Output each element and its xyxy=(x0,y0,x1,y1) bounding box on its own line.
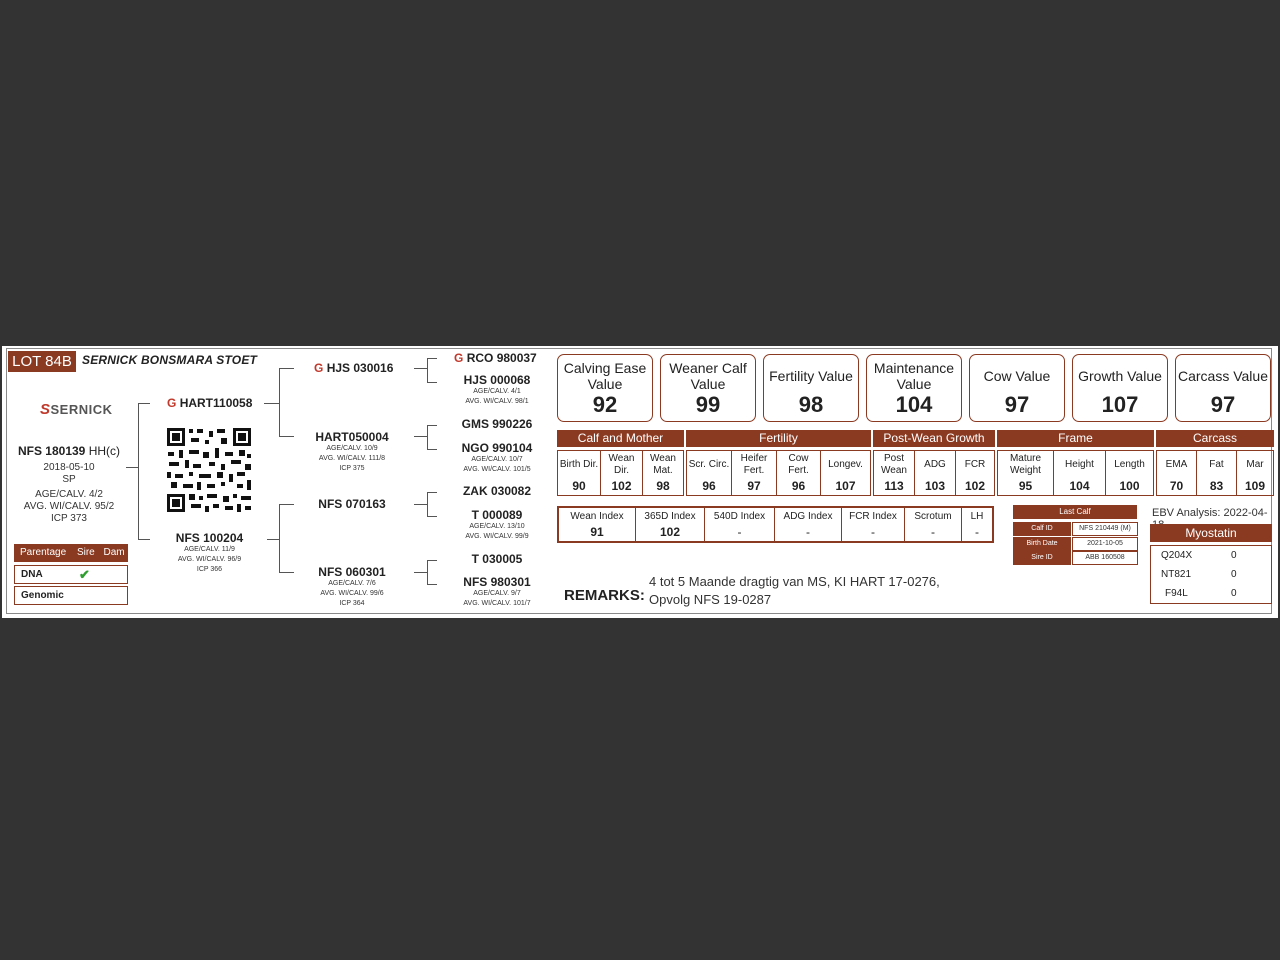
sire-id: G HART110058 xyxy=(167,396,253,410)
myostatin-row: Q204X 0 xyxy=(1161,550,1237,561)
animal-icp: ICP 373 xyxy=(51,513,87,524)
parentage-row-dna: DNA ✔ xyxy=(14,565,128,584)
section-fertility: Fertility xyxy=(686,430,871,447)
value-box-growth: Growth Value 107 xyxy=(1072,354,1168,422)
ggp-ddd: NFS 980301 AGE/CALV. 9/7 AVG. WI/CALV. 101/7 xyxy=(463,575,531,607)
ebv-calf-mother: Birth Dir. 90 Wean Dir. 102 Wean Mat. 98 xyxy=(557,450,684,496)
sire-dam-block: HART050004 AGE/CALV. 10/9 AVG. WI/CALV. 111/8 ICP 375 xyxy=(315,430,389,472)
myostatin-header: Myostatin xyxy=(1150,524,1272,542)
dam-dam-block: NFS 060301 AGE/CALV. 7/6 AVG. WI/CALV. 99/6 ICP 364 xyxy=(318,565,386,607)
value-box-carcass: Carcass Value 97 xyxy=(1175,354,1271,422)
animal-details xyxy=(10,462,128,525)
value-box-weaner-calf: Weaner Calf Value 99 xyxy=(660,354,756,422)
check-icon: ✔ xyxy=(79,567,90,582)
myostatin-row: F94L 0 xyxy=(1165,588,1237,599)
ggp-ssd: HJS 000068 AGE/CALV. 4/1 AVG. WI/CALV. 98/1 xyxy=(463,373,531,405)
remarks-label: REMARKS: xyxy=(564,587,645,604)
sernick-logo: SSERNICK xyxy=(40,401,113,418)
ggp-dsd: T 000089 AGE/CALV. 13/10 AVG. WI/CALV. 99/9 xyxy=(465,508,529,540)
dam-block: NFS 100204 AGE/CALV. 11/9 AVG. WI/CALV. 96/9 ICP 366 xyxy=(152,531,267,575)
last-calf-row: Birth Date 2021-10-05 xyxy=(1013,537,1137,551)
parentage-row-genomic: Genomic xyxy=(14,586,128,605)
value-box-cow: Cow Value 97 xyxy=(969,354,1065,422)
ebv-fertility: Scr. Circ. 96 Heifer Fert. 97 Cow Fert. 96 Longev. 107 xyxy=(686,450,871,496)
parentage-table xyxy=(14,544,128,605)
breeder-mark-icon: G xyxy=(167,396,177,410)
sire-sire-id: G HJS 030016 xyxy=(314,361,394,375)
breeder-mark-icon: G xyxy=(314,361,324,375)
parentage-header: Parentage Sire Dam xyxy=(14,544,128,562)
ggp-sss: G RCO 980037 xyxy=(454,351,537,365)
ggp-dss: ZAK 030082 xyxy=(462,484,532,498)
last-calf-row: Calf ID NFS 210449 (M) xyxy=(1013,522,1137,536)
value-box-calving-ease: Calving Ease Value 92 xyxy=(557,354,653,422)
animal-age-calv: AGE/CALV. 4/2 xyxy=(35,489,103,500)
sernick-logo-icon: S xyxy=(40,401,51,418)
myostatin-row: NT821 0 xyxy=(1161,569,1237,580)
last-calf-row: Sire ID ABB 160508 xyxy=(1013,551,1137,565)
section-post-wean: Post-Wean Growth xyxy=(873,430,995,447)
animal-avg-wi: AVG. WI/CALV. 95/2 xyxy=(23,501,115,512)
lot-badge: LOT 84B xyxy=(8,351,76,372)
myostatin-table xyxy=(1150,524,1272,604)
dam-id: NFS 100204 xyxy=(175,531,244,545)
ebv-frame: Mature Weight 95 Height 104 Length 100 xyxy=(997,450,1154,496)
ebv-post-wean: Post Wean 113 ADG 103 FCR 102 xyxy=(873,450,995,496)
animal-title: SERNICK BONSMARA STOET xyxy=(82,353,258,367)
ebv-analysis-date: EBV Analysis: 2022-04- xyxy=(1152,507,1268,519)
breeder-mark-icon: G xyxy=(454,351,464,365)
ggp-sds: GMS 990226 xyxy=(461,417,533,431)
value-box-fertility: Fertility Value 98 xyxy=(763,354,859,422)
animal-dob: 2018-05-10 xyxy=(43,462,95,473)
animal-id: NFS 180139 HH(c) xyxy=(17,444,121,458)
lot-card xyxy=(2,346,1278,618)
ggp-dds: T 030005 xyxy=(471,552,523,566)
ebv-carcass: EMA 70 Fat 83 Mar 109 xyxy=(1156,450,1274,496)
ggp-sdd: NGO 990104 AGE/CALV. 10/7 AVG. WI/CALV. 101/5 xyxy=(461,441,533,473)
animal-breed: SP xyxy=(62,474,76,485)
section-carcass: Carcass xyxy=(1156,430,1274,447)
section-frame: Frame xyxy=(997,430,1154,447)
remarks-text: 4 tot 5 Maande dragtig van MS, KI HART 17-0276, Opvolg NFS 19-0287 xyxy=(649,574,940,607)
qr-code xyxy=(165,426,253,514)
dam-sire-block: NFS 070163 xyxy=(318,497,386,511)
value-box-maintenance: Maintenance Value 104 xyxy=(866,354,962,422)
section-calf-mother: Calf and Mother xyxy=(557,430,684,447)
last-calf-header: Last Calf xyxy=(1013,505,1137,519)
index-table: Wean Index 91 365D Index 102 540D Index - ADG Index - FCR Index - Scrotum - LH - xyxy=(557,506,994,543)
